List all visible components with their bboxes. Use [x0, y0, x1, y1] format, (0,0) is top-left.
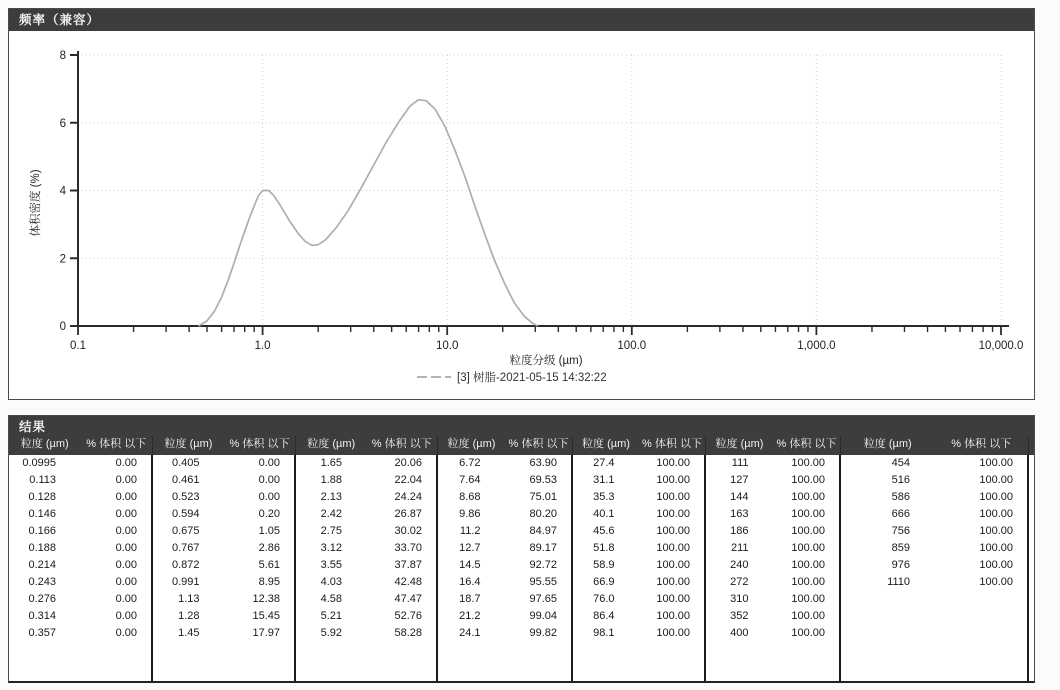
size-value: 586: [891, 491, 910, 503]
percent-value: 0.00: [258, 491, 280, 503]
particle-size-distribution-chart: [9, 31, 1034, 399]
table-row: [438, 523, 571, 540]
percent-value: 100.00: [656, 542, 690, 554]
percent-value: 0.00: [115, 491, 137, 503]
percent-value: 100.00: [979, 542, 1013, 554]
size-value: 0.314: [28, 610, 56, 622]
percent-value: 100.00: [979, 457, 1013, 469]
size-value: 5.92: [320, 627, 342, 639]
table-row: [573, 523, 704, 540]
results-title: 结果: [19, 420, 47, 434]
table-row: [296, 625, 436, 642]
size-value: 51.8: [593, 542, 615, 554]
percent-value: 20.06: [394, 457, 422, 469]
table-row: [706, 557, 839, 574]
table-row: [573, 506, 704, 523]
percent-value: 0.00: [115, 593, 137, 605]
table-row: [438, 489, 571, 506]
column-header-group: [153, 436, 296, 455]
size-value: 24.1: [459, 627, 481, 639]
percent-value: 2.86: [258, 542, 280, 554]
percent-value: 100.00: [656, 559, 690, 571]
table-row: [841, 540, 1027, 557]
percent-value: 100.00: [656, 457, 690, 469]
table-row: [438, 557, 571, 574]
percent-value: 15.45: [252, 610, 280, 622]
table-row: [153, 523, 294, 540]
table-row: [9, 506, 151, 523]
size-value: 0.767: [171, 542, 200, 554]
table-row: [296, 557, 436, 574]
size-value: 0.523: [171, 491, 200, 503]
size-value: 31.1: [593, 474, 615, 486]
column-header-group: [296, 436, 438, 455]
table-row: [296, 489, 436, 506]
size-value: 310: [730, 593, 749, 605]
percent-value: 47.47: [394, 593, 422, 605]
results-panel: [8, 415, 1035, 683]
size-value: 98.1: [593, 627, 615, 639]
percent-value: 63.90: [529, 457, 557, 469]
size-value: 3.12: [320, 542, 342, 554]
size-value: 86.4: [593, 610, 615, 622]
col-header-percent: % 体积 以下: [642, 438, 702, 450]
percent-value: 100.00: [791, 627, 825, 639]
col-header-size: 粒度 (µm): [20, 438, 69, 450]
percent-value: 0.00: [115, 474, 137, 486]
percent-value: 12.38: [252, 593, 280, 605]
percent-value: 30.02: [394, 525, 422, 537]
table-row: [153, 608, 294, 625]
size-value: 144: [730, 491, 749, 503]
table-row: [706, 625, 839, 642]
table-row: [296, 523, 436, 540]
table-row: [573, 557, 704, 574]
distribution-curve: [199, 100, 538, 326]
size-value: 0.243: [28, 576, 56, 588]
size-value: 400: [730, 627, 749, 639]
size-value: 454: [891, 457, 910, 469]
percent-value: 100.00: [656, 576, 690, 588]
percent-value: 100.00: [791, 457, 825, 469]
size-value: 2.42: [320, 508, 342, 520]
percent-value: 0.00: [115, 576, 137, 588]
size-value: 0.276: [28, 593, 56, 605]
table-row: [9, 523, 151, 540]
size-value: 0.357: [28, 627, 56, 639]
percent-value: 0.00: [258, 457, 280, 469]
percent-value: 100.00: [791, 593, 825, 605]
percent-value: 100.00: [656, 525, 690, 537]
col-header-percent: % 体积 以下: [86, 438, 147, 450]
col-header-size: 粒度 (µm): [715, 438, 764, 450]
table-row: [706, 472, 839, 489]
percent-value: 0.00: [258, 474, 280, 486]
table-row: [438, 472, 571, 489]
size-value: 1.28: [178, 610, 200, 622]
size-value: 2.75: [320, 525, 342, 537]
table-row: [296, 591, 436, 608]
percent-value: 100.00: [979, 525, 1013, 537]
table-row: [438, 591, 571, 608]
percent-value: 0.00: [115, 610, 137, 622]
col-header-size: 粒度 (µm): [164, 438, 213, 450]
table-row: [841, 506, 1027, 523]
table-row: [296, 540, 436, 557]
table-row: [9, 489, 151, 506]
table-row: [841, 489, 1027, 506]
chart-panel-title: 频率（兼容）: [9, 9, 1034, 31]
table-row: [706, 608, 839, 625]
size-value: 58.9: [593, 559, 615, 571]
table-row: [296, 472, 436, 489]
percent-value: 100.00: [791, 576, 825, 588]
table-row: [153, 591, 294, 608]
column-header-group: [841, 436, 1029, 455]
col-header-size: 粒度 (µm): [863, 438, 912, 450]
y-tick-label: 8: [59, 50, 66, 62]
column-header-group: [573, 436, 706, 455]
table-row: [438, 608, 571, 625]
percent-value: 100.00: [656, 593, 690, 605]
size-value: 0.166: [28, 525, 56, 537]
table-row: [438, 455, 571, 472]
percent-value: 0.00: [115, 457, 137, 469]
col-header-percent: % 体积 以下: [776, 438, 837, 450]
size-value: 7.64: [459, 474, 481, 486]
percent-value: 0.00: [115, 525, 137, 537]
table-row: [153, 574, 294, 591]
x-tick-label: 1,000.0: [797, 340, 836, 352]
size-value: 1.13: [178, 593, 200, 605]
size-value: 14.5: [459, 559, 481, 571]
col-header-size: 粒度 (µm): [307, 438, 356, 450]
percent-value: 95.55: [529, 576, 557, 588]
column-header-group: [9, 436, 153, 455]
percent-value: 0.20: [258, 508, 280, 520]
size-value: 859: [891, 542, 910, 554]
percent-value: 0.00: [115, 627, 137, 639]
size-value: 40.1: [593, 508, 615, 520]
percent-value: 99.82: [529, 627, 557, 639]
y-tick-label: 6: [59, 117, 66, 130]
table-row: [573, 455, 704, 472]
size-value: 0.675: [171, 525, 200, 537]
percent-value: 100.00: [791, 508, 825, 520]
col-header-size: 粒度 (µm): [582, 438, 630, 450]
percent-value: 42.48: [394, 576, 422, 588]
table-row: [9, 591, 151, 608]
body-filler: [1029, 455, 1034, 681]
header-filler: [1029, 436, 1034, 455]
table-row: [706, 455, 839, 472]
col-header-percent: % 体积 以下: [951, 438, 1012, 450]
results-header: [9, 416, 1034, 455]
size-value: 0.991: [171, 576, 200, 588]
table-row: [153, 506, 294, 523]
table-row: [573, 574, 704, 591]
percent-value: 100.00: [656, 610, 690, 622]
table-row: [841, 455, 1027, 472]
percent-value: 100.00: [791, 491, 825, 503]
percent-value: 8.95: [258, 576, 280, 588]
percent-value: 17.97: [252, 627, 280, 639]
size-value: 0.113: [29, 474, 56, 486]
table-column-group-5: [573, 455, 706, 681]
table-row: [573, 591, 704, 608]
size-value: 111: [731, 457, 749, 469]
size-value: 240: [730, 559, 749, 571]
percent-value: 89.17: [529, 542, 557, 554]
size-value: 0.461: [171, 474, 200, 486]
col-header-percent: % 体积 以下: [371, 438, 432, 450]
percent-value: 0.00: [115, 508, 137, 520]
percent-value: 58.28: [394, 627, 422, 639]
x-tick-label: 0.1: [70, 340, 86, 352]
results-column-headers: [9, 436, 1034, 455]
table-column-group-4: [438, 455, 573, 681]
size-value: 1.88: [320, 474, 342, 486]
y-axis-title: 体积密度 (%): [30, 169, 42, 237]
size-value: 4.58: [320, 593, 342, 605]
size-value: 756: [891, 525, 910, 537]
size-value: 1110: [887, 576, 910, 588]
table-row: [153, 557, 294, 574]
x-tick-label: 100.0: [617, 340, 647, 352]
size-value: 272: [730, 576, 749, 588]
legend-label: [3] 树脂-2021-05-15 14:32:22: [457, 372, 607, 384]
x-tick-label: 10,000.0: [978, 340, 1024, 352]
table-column-group-1: [9, 455, 153, 681]
column-header-group: [438, 436, 573, 455]
percent-value: 80.20: [529, 508, 557, 520]
percent-value: 33.70: [394, 542, 422, 554]
size-value: 5.21: [320, 610, 342, 622]
table-row: [9, 574, 151, 591]
size-value: 0.405: [171, 457, 200, 469]
table-column-group-3: [296, 455, 438, 681]
size-value: 76.0: [593, 593, 615, 605]
column-header-group: [706, 436, 841, 455]
percent-value: 100.00: [791, 542, 825, 554]
table-row: [153, 455, 294, 472]
size-value: 6.72: [459, 457, 481, 469]
size-value: 66.9: [593, 576, 615, 588]
size-value: 516: [891, 474, 910, 486]
table-row: [573, 472, 704, 489]
table-row: [296, 506, 436, 523]
size-value: 16.4: [459, 576, 481, 588]
size-value: 0.128: [28, 491, 56, 503]
table-row: [841, 523, 1027, 540]
size-value: 8.68: [459, 491, 481, 503]
percent-value: 100.00: [979, 508, 1013, 520]
size-value: 1.45: [178, 627, 200, 639]
percent-value: 100.00: [979, 559, 1013, 571]
table-row: [573, 625, 704, 642]
percent-value: 52.76: [394, 610, 422, 622]
table-row: [706, 523, 839, 540]
table-row: [706, 540, 839, 557]
percent-value: 100.00: [656, 491, 690, 503]
size-value: 2.13: [320, 491, 342, 503]
percent-value: 84.97: [529, 525, 557, 537]
table-row: [153, 472, 294, 489]
table-row: [9, 608, 151, 625]
table-column-group-6: [706, 455, 841, 681]
size-value: 186: [730, 525, 749, 537]
size-value: 18.7: [459, 593, 481, 605]
size-value: 3.55: [320, 559, 342, 571]
table-row: [9, 540, 151, 557]
table-column-group-7: [841, 455, 1029, 681]
size-value: 0.0995: [22, 457, 56, 469]
percent-value: 92.72: [529, 559, 557, 571]
results-table-body: [9, 455, 1034, 681]
size-value: 0.188: [28, 542, 56, 554]
percent-value: 75.01: [529, 491, 557, 503]
size-value: 21.2: [459, 610, 481, 622]
col-header-size: 粒度 (µm): [447, 438, 496, 450]
table-row: [296, 574, 436, 591]
table-row: [573, 608, 704, 625]
table-row: [9, 557, 151, 574]
percent-value: 100.00: [979, 576, 1013, 588]
percent-value: 37.87: [394, 559, 422, 571]
size-value: 0.146: [28, 508, 56, 520]
size-value: 9.86: [459, 508, 481, 520]
size-value: 12.7: [459, 542, 481, 554]
x-tick-label: 1.0: [254, 340, 271, 352]
table-row: [706, 574, 839, 591]
size-value: 0.594: [171, 508, 200, 520]
table-row: [841, 472, 1027, 489]
size-value: 35.3: [593, 491, 615, 503]
percent-value: 97.65: [529, 593, 557, 605]
percent-value: 100.00: [791, 474, 825, 486]
col-header-percent: % 体积 以下: [508, 438, 569, 450]
table-row: [573, 540, 704, 557]
table-row: [841, 574, 1027, 591]
percent-value: 1.05: [258, 525, 280, 537]
y-tick-label: 0: [59, 321, 66, 333]
size-value: 666: [891, 508, 910, 520]
percent-value: 0.00: [115, 542, 137, 554]
percent-value: 100.00: [979, 474, 1013, 486]
table-row: [153, 625, 294, 642]
size-value: 163: [730, 508, 749, 520]
percent-value: 100.00: [656, 627, 690, 639]
table-row: [153, 489, 294, 506]
table-row: [438, 625, 571, 642]
percent-value: 100.00: [979, 491, 1013, 503]
col-header-percent: % 体积 以下: [229, 438, 290, 450]
table-row: [296, 455, 436, 472]
table-row: [438, 540, 571, 557]
size-value: 352: [730, 610, 749, 622]
y-tick-label: 2: [59, 253, 66, 266]
size-value: 211: [730, 542, 749, 554]
table-row: [9, 472, 151, 489]
percent-value: 69.53: [529, 474, 557, 486]
x-axis-title: 粒度分级 (µm): [509, 355, 583, 367]
percent-value: 5.61: [258, 559, 280, 571]
table-row: [841, 557, 1027, 574]
table-row: [153, 540, 294, 557]
percent-value: 100.00: [791, 559, 825, 571]
table-row: [573, 489, 704, 506]
table-column-group-2: [153, 455, 296, 681]
x-tick-label: 10.0: [436, 340, 459, 352]
size-value: 11.2: [459, 525, 481, 537]
percent-value: 100.00: [791, 525, 825, 537]
percent-value: 24.24: [394, 491, 422, 503]
percent-value: 0.00: [115, 559, 137, 571]
size-value: 4.03: [320, 576, 342, 588]
size-value: 976: [891, 559, 910, 571]
table-row: [438, 506, 571, 523]
table-row: [9, 625, 151, 642]
table-row: [706, 489, 839, 506]
percent-value: 26.87: [394, 508, 422, 520]
size-value: 1.65: [320, 457, 342, 469]
frequency-chart-panel: [8, 8, 1035, 400]
table-row: [706, 591, 839, 608]
y-tick-label: 4: [59, 185, 66, 198]
table-row: [9, 455, 151, 472]
size-value: 0.872: [171, 559, 200, 571]
table-row: [296, 608, 436, 625]
percent-value: 99.04: [529, 610, 557, 622]
table-row: [438, 574, 571, 591]
percent-value: 100.00: [791, 610, 825, 622]
table-row: [706, 506, 839, 523]
percent-value: 22.04: [394, 474, 422, 486]
size-value: 0.214: [28, 559, 56, 571]
size-value: 45.6: [593, 525, 615, 537]
size-value: 27.4: [593, 457, 615, 469]
size-value: 127: [730, 474, 749, 486]
percent-value: 100.00: [656, 508, 690, 520]
percent-value: 100.00: [656, 474, 690, 486]
